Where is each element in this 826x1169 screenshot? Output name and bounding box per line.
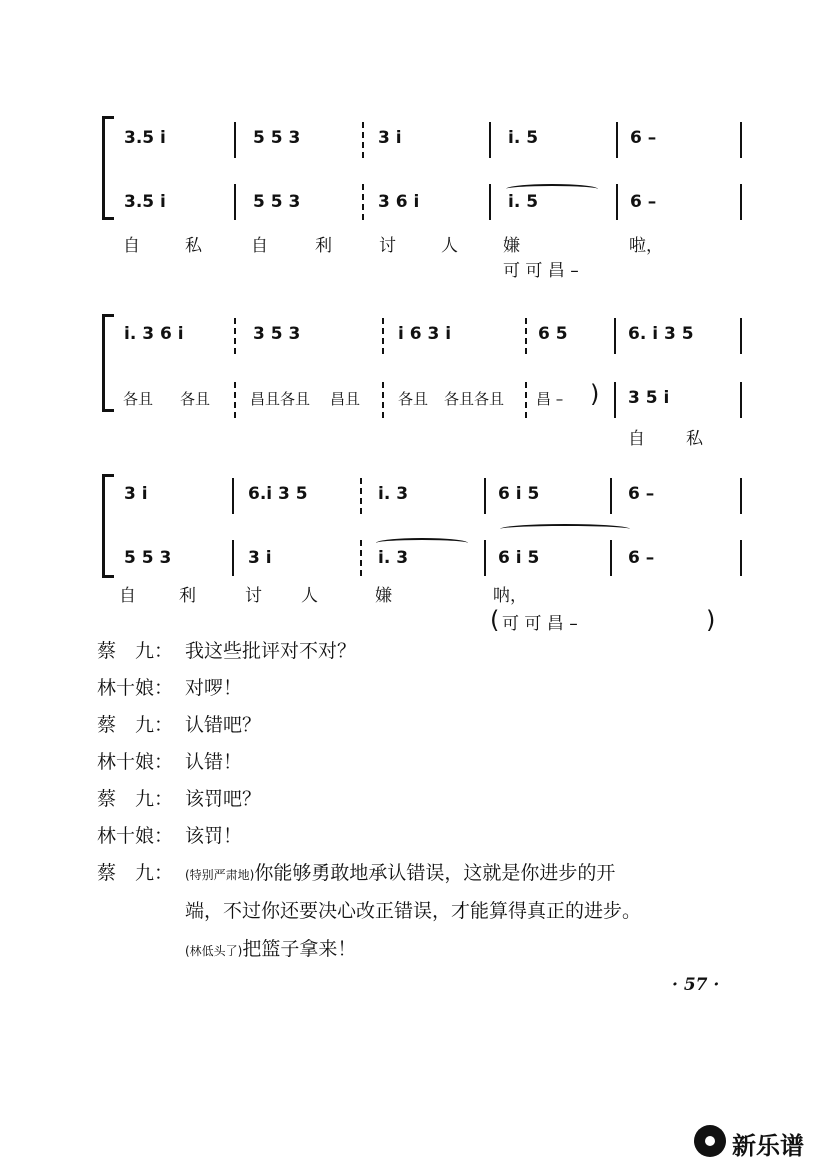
measure-4-upper: i. 5 [508, 128, 539, 148]
percussion-syllables: 各且 [123, 390, 154, 408]
final-barline [740, 122, 742, 158]
stage-direction: (林低头了) [185, 944, 243, 958]
measure-4-lower: 6 i 5 [498, 548, 540, 568]
barline [616, 122, 618, 158]
lyric: 私 [185, 236, 202, 256]
dialogue-text: 把篮子拿来！ [242, 938, 357, 960]
barline [614, 382, 616, 418]
measure-5-lower: 6 – [630, 192, 657, 212]
barline [489, 184, 491, 220]
barline [362, 184, 364, 220]
lyric: 嫌 [503, 236, 520, 256]
percussion-syllables: 昌 – [536, 390, 564, 408]
barline [382, 318, 384, 354]
measure-5-upper: 6 – [628, 484, 655, 504]
barline [525, 318, 527, 354]
lyric: 人 [441, 236, 458, 256]
measure-3-lower: 3 6 i [378, 192, 420, 212]
dialogue-text: 该罚！ [185, 825, 243, 847]
stage-direction: (特别严肃地) [185, 868, 255, 882]
barline [382, 382, 384, 418]
barline [234, 184, 236, 220]
lyric: 利 [179, 586, 196, 606]
measure-1-lower: 5 5 3 [124, 548, 172, 568]
final-barline [740, 478, 742, 514]
barline [484, 540, 486, 576]
system-brace [102, 474, 114, 578]
measure-1-upper: i. 3 6 i [124, 324, 184, 344]
lyric: 嫌 [375, 586, 392, 606]
dialogue-text: 我这些批评对不对？ [185, 640, 357, 662]
speaker-name: 林十娘： [97, 677, 174, 699]
measure-5-lower: 3 5 i [628, 388, 670, 408]
measure-1-upper: 3 i [124, 484, 148, 504]
lyric: 利 [315, 236, 332, 256]
measure-1-lower: 3.5 i [124, 192, 166, 212]
speaker-name: 蔡 九： [97, 788, 174, 810]
final-barline [740, 540, 742, 576]
lyric: 呐， [493, 586, 527, 606]
record-icon [694, 1125, 726, 1157]
dialogue-text: 该罚吧？ [185, 788, 262, 810]
measure-2-upper: 6.i 3 5 [248, 484, 308, 504]
barline [360, 540, 362, 576]
percussion-syllables: 各且 [180, 390, 211, 408]
tie-slur [500, 524, 630, 534]
final-barline [740, 318, 742, 354]
speaker-name: 蔡 九： [97, 714, 174, 736]
barline [234, 382, 236, 418]
system-brace [102, 314, 114, 412]
measure-4-upper: 6 5 [538, 324, 568, 344]
percussion-syllables: 昌且各且 [250, 390, 311, 408]
percussion-syllables: 各且 [398, 390, 429, 408]
watermark-logo [694, 1122, 819, 1162]
dialogue-line [97, 710, 261, 737]
measure-4-lower: i. 5 [508, 192, 539, 212]
lyric: 自 [251, 236, 268, 256]
watermark-text: 新乐谱 [732, 1132, 804, 1160]
dialogue-line [185, 934, 356, 961]
dialogue-text: 认错吧？ [185, 714, 262, 736]
score-system-1 [0, 110, 826, 280]
lyric: 私 [686, 429, 703, 449]
measure-3-upper: i 6 3 i [398, 324, 452, 344]
closing-paren: ) [590, 380, 600, 408]
measure-2-upper: 3 5 3 [253, 324, 301, 344]
dialogue-text: 认错！ [185, 751, 243, 773]
dialogue-continuation: 端，不过你还要决心改正错误，才能算得真正的进步。 [185, 900, 642, 922]
dialogue-text: 对啰！ [185, 677, 243, 699]
response-line: 可 可 昌 – [503, 261, 579, 281]
dialogue-text: 你能够勇敢地承认错误，这就是你进步的开 [254, 862, 616, 884]
dialogue-line [97, 673, 242, 700]
score-system-2 [0, 310, 826, 450]
measure-5-upper: 6. i 3 5 [628, 324, 694, 344]
speaker-name: 林十娘： [97, 825, 174, 847]
lyric: 讨 [379, 236, 396, 256]
barline [614, 318, 616, 354]
barline [610, 478, 612, 514]
speaker-name: 蔡 九： [97, 640, 174, 662]
measure-4-upper: 6 i 5 [498, 484, 540, 504]
measure-2-upper: 5 5 3 [253, 128, 301, 148]
barline [360, 478, 362, 514]
page-number: · 57 · [672, 975, 720, 995]
dialogue-line [97, 784, 261, 811]
closing-paren: ) [706, 606, 716, 634]
measure-3-upper: i. 3 [378, 484, 409, 504]
final-barline [740, 382, 742, 418]
percussion-syllables: 昌且 [330, 390, 361, 408]
measure-1-upper: 3.5 i [124, 128, 166, 148]
measure-2-lower: 5 5 3 [253, 192, 301, 212]
percussion-syllables: 各且各且 [444, 390, 505, 408]
barline [234, 318, 236, 354]
barline [616, 184, 618, 220]
speaker-name: 蔡 九： [97, 862, 174, 884]
measure-3-upper: 3 i [378, 128, 402, 148]
barline [232, 540, 234, 576]
tie-slur [376, 538, 468, 548]
score-system-3 [0, 468, 826, 638]
barline [234, 122, 236, 158]
lyric: 自 [628, 429, 645, 449]
barline [489, 122, 491, 158]
lyric: 自 [123, 236, 140, 256]
lyric: 讨 [245, 586, 262, 606]
system-brace [102, 116, 114, 220]
measure-2-lower: 3 i [248, 548, 272, 568]
barline [610, 540, 612, 576]
opening-paren: ( [490, 606, 500, 634]
measure-3-lower: i. 3 [378, 548, 409, 568]
barline [232, 478, 234, 514]
barline [362, 122, 364, 158]
response-line: 可 可 昌 – [502, 614, 578, 634]
dialogue-line [97, 636, 356, 663]
final-barline [740, 184, 742, 220]
dialogue-line [97, 747, 242, 774]
lyric: 人 [301, 586, 318, 606]
measure-5-lower: 6 – [628, 548, 655, 568]
barline [484, 478, 486, 514]
dialogue-line [97, 858, 615, 885]
lyric: 自 [119, 586, 136, 606]
speaker-name: 林十娘： [97, 751, 174, 773]
measure-5-upper: 6 – [630, 128, 657, 148]
dialogue-line [97, 821, 242, 848]
barline [525, 382, 527, 418]
lyric: 啦， [629, 236, 663, 256]
